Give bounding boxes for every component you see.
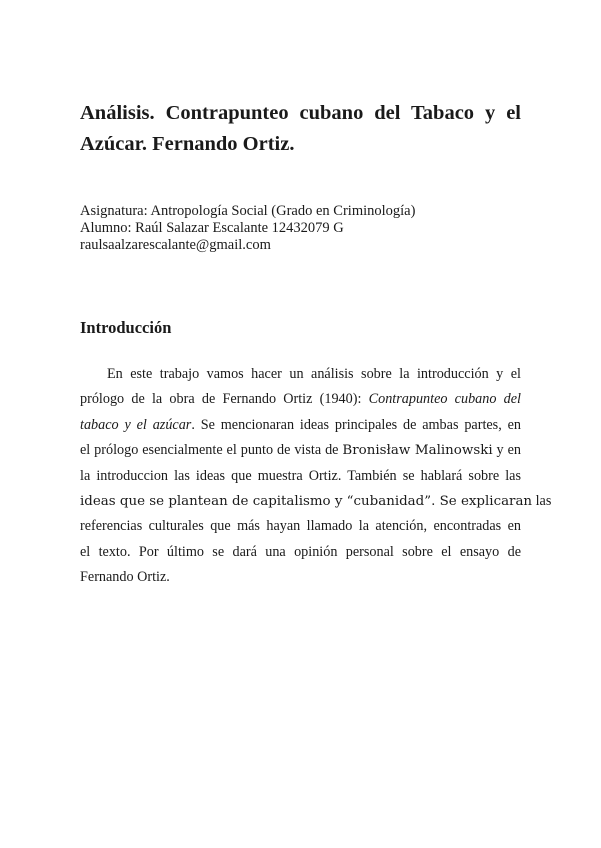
paragraph-line-4	[80, 438, 521, 463]
text-run-alt-font: ideas que se plantean de capitalismo y “cubanidad”. Se explicaran	[80, 494, 533, 510]
text-run: las	[532, 493, 552, 510]
document-title	[80, 98, 521, 160]
text-run: el prólogo esencialmente el punto de vista de	[80, 442, 343, 459]
paragraph-line-6	[80, 489, 552, 514]
paragraph-line-7	[80, 514, 521, 539]
text-run: y en	[492, 442, 521, 459]
title-line-1: Análisis. Contrapunteo cubano del Tabaco y el	[80, 102, 521, 124]
text-run: . Se mencionaran ideas principales de ambas partes, en	[191, 416, 521, 433]
text-run: Fernando Ortiz.	[80, 569, 170, 586]
text-run: la introduccion las ideas que muestra Ortiz. También se hablará sobre las	[80, 467, 521, 484]
student-line: Alumno: Raúl Salazar Escalante 12432079 G	[80, 220, 344, 236]
email-line: raulsaalzarescalante@gmail.com	[80, 237, 271, 253]
text-run: En este trabajo vamos hacer un análisis sobre la introducción y el	[107, 366, 521, 382]
title-line-2: Azúcar. Fernando Ortiz.	[80, 133, 295, 155]
text-run: prólogo de la obra de Fernando Ortiz (1940):	[80, 391, 369, 408]
book-title-italic: tabaco y el azúcar	[80, 416, 192, 433]
section-body	[80, 362, 552, 591]
author-name: Bronisław Malinowski	[342, 443, 493, 459]
document-meta	[80, 203, 521, 254]
section-heading: Introducción	[80, 318, 172, 337]
paragraph-line-2	[80, 387, 521, 412]
paragraph-line-5	[80, 464, 521, 489]
book-title-italic: Contrapunteo cubano del	[368, 391, 522, 408]
paragraph-line-9	[80, 565, 521, 590]
paragraph-line-1	[80, 362, 521, 387]
paragraph-line-3	[80, 413, 521, 438]
text-run: el texto. Por último se dará una opinión personal sobre el ensayo de	[80, 543, 521, 560]
paragraph-line-8	[80, 540, 521, 565]
text-run: referencias culturales que más hayan llamado la atención, encontradas en	[80, 518, 521, 535]
subject-line: Asignatura: Antropología Social (Grado en Criminología)	[80, 203, 416, 219]
